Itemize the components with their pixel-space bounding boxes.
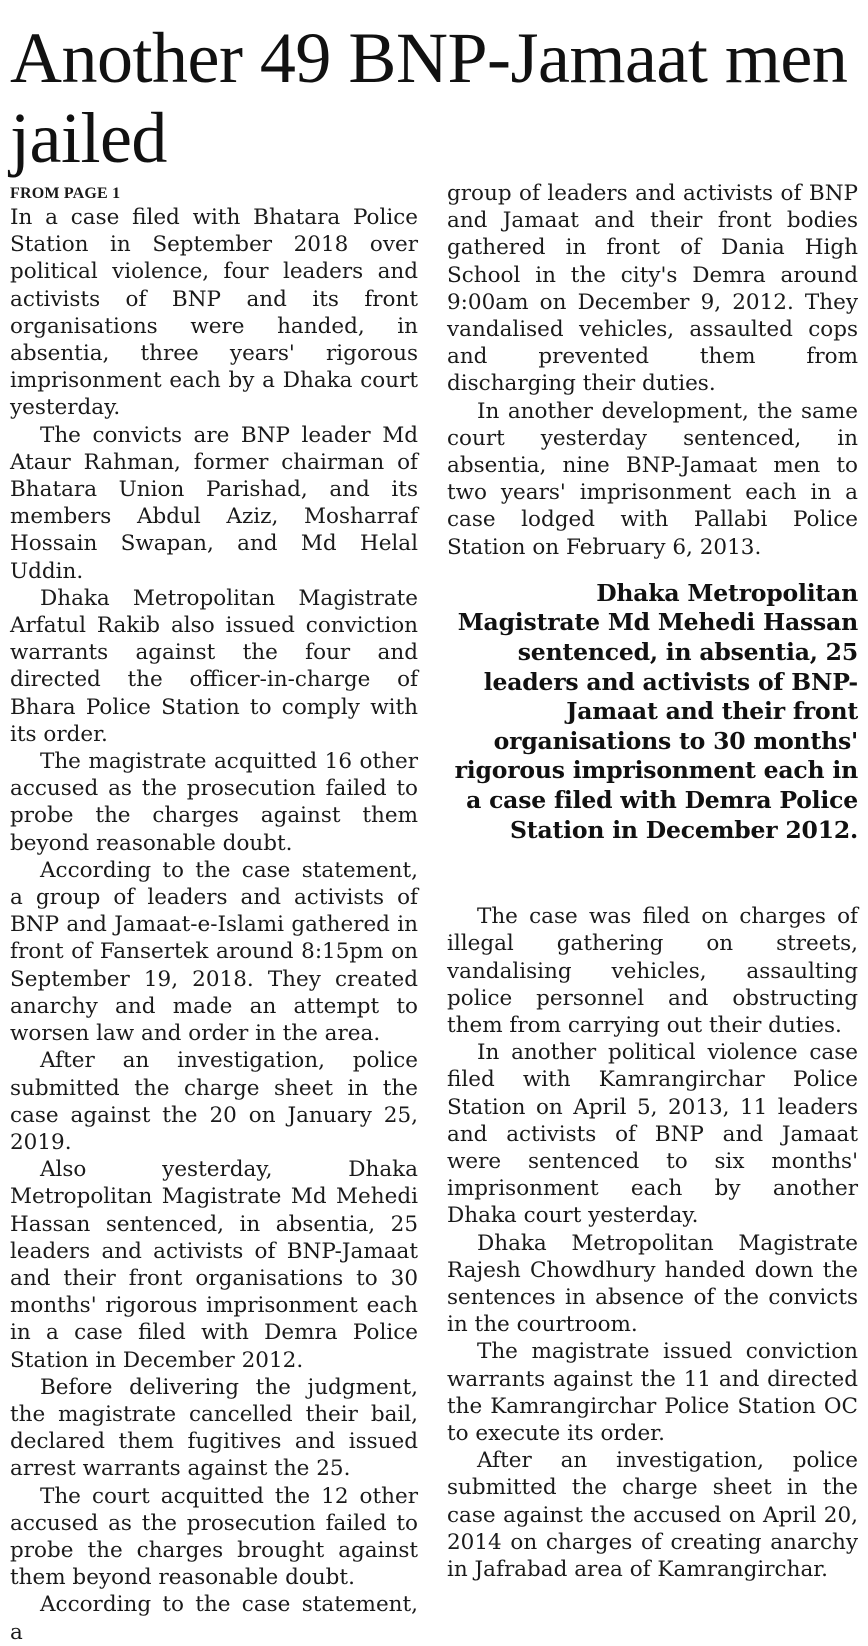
headline: Another 49 BNP-Jamaat men jailed — [10, 18, 848, 178]
article-column-right — [447, 180, 858, 1583]
paragraph: The magistrate issued conviction warrants against the 11 and directed the Kamrangirchar Police Station OC to execute its order. — [447, 1339, 858, 1447]
paragraph: In a case filed with Bhatara Police Station in September 2018 over political violence, four leaders and activists of BNP and its front organisations were handed, in absentia, three years' rigorous imprisonment each by a Dhaka court yesterday. — [10, 205, 418, 421]
paragraph: Dhaka Metropolitan Magistrate Rajesh Chowdhury handed down the sentences in absence of the convicts in the courtroom. — [447, 1230, 858, 1338]
continued-from-label: FROM PAGE 1 — [10, 185, 121, 202]
pull-quote: Dhaka Metropolitan Magistrate Md Mehedi Hassan sentenced, in absentia, 25 leaders and activists of BNP-Jamaat and their front organisations to 30 months' rigorous imprisonment each in a case filed with Demra Police Station in December 2012. — [454, 578, 858, 844]
paragraph: The court acquitted the 12 other accused as the prosecution failed to probe the charges brought against them beyond reasonable doubt. — [10, 1483, 418, 1591]
article-column-left — [10, 180, 418, 1646]
paragraph: According to the case statement, a — [10, 1592, 418, 1645]
paragraph: After an investigation, police submitted the charge sheet in the case against the 20 on January 25, 2019. — [10, 1048, 418, 1155]
paragraph: Dhaka Metropolitan Magistrate Arfatul Rakib also issued conviction warrants against the four and directed the officer-in-charge of Bhara Police Station to comply with its order. — [10, 585, 418, 747]
paragraph: In another political violence case filed with Kamrangirchar Police Station on April 5, 2013, 11 leaders and activists of BNP and Jamaat were sentenced to six months' imprisonment each by another Dhaka court yesterday. — [447, 1040, 858, 1229]
paragraph: Before delivering the judgment, the magistrate cancelled their bail, declared them fugitives and issued arrest warrants against the 25. — [10, 1374, 418, 1482]
paragraph: The case was filed on charges of illegal gathering on streets, vandalising vehicles, assaulting police personnel and obstructing them from carrying out their duties. — [447, 904, 858, 1038]
paragraph: The convicts are BNP leader Md Ataur Rahman, former chairman of Bhatara Union Parishad, and its members Abdul Aziz, Mosharraf Hossain Swapan, and Md Helal Uddin. — [10, 422, 418, 584]
paragraph: Also yesterday, Dhaka Metropolitan Magistrate Md Mehedi Hassan sentenced, in absentia, 25 leaders and activists of BNP-Jamaat and their front organisations to 30 months' rigorous imprisonment each in a case filed with Demra Police Station in December 2012. — [10, 1157, 418, 1373]
paragraph: According to the case statement, a group of leaders and activists of BNP and Jamaat-e-Islami gathered in front of Fansertek around 8:15pm on September 19, 2018. They created anarchy and made an attempt to worsen law and order in the area. — [10, 857, 418, 1047]
paragraph: group of leaders and activists of BNP and Jamaat and their front bodies gathered in front of Dania High School in the city's Demra around 9:00am on December 9, 2012. They vandalised vehicles, assaulted cops and prevented them from discharging their duties. — [447, 181, 858, 397]
paragraph: In another development, the same court yesterday sentenced, in absentia, nine BNP-Jamaat men to two years' imprisonment each in a case lodged with Pallabi Police Station on February 6, 2013. — [447, 398, 858, 560]
paragraph: After an investigation, police submitted the charge sheet in the case against the accused on April 20, 2014 on charges of creating anarchy in Jafrabad area of Kamrangirchar. — [447, 1448, 858, 1583]
paragraph: The magistrate acquitted 16 other accused as the prosecution failed to probe the charges against them beyond reasonable doubt. — [10, 749, 418, 856]
